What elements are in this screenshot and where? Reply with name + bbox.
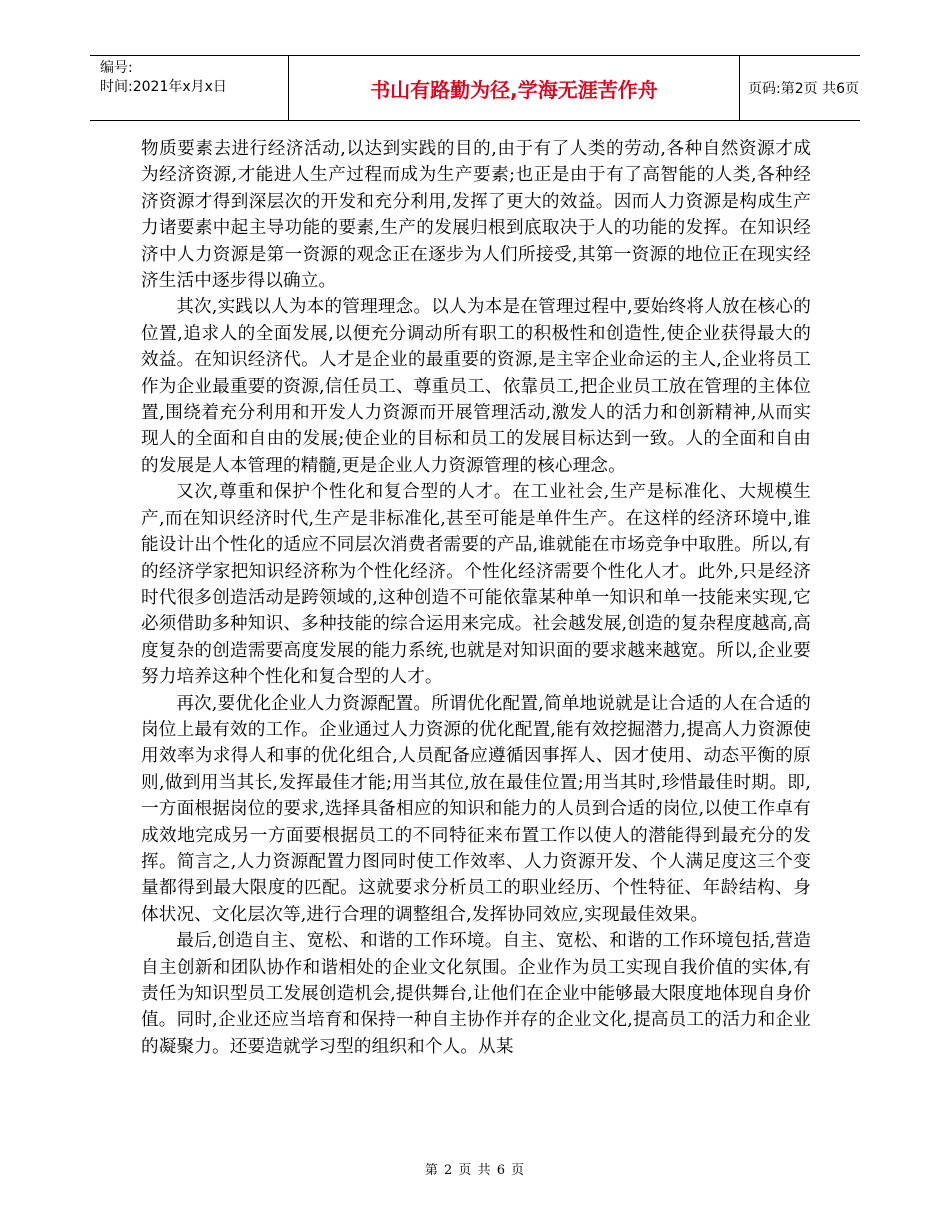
paragraph-talent: 又次,尊重和保护个性化和复合型的人才。在工业社会,生产是标准化、大规模生产,而在知识经济时代,生产是非标准化,甚至可能是单件生产。在这样的经济环境中,谁能设计出个性化的适应不同层次消费者需要的产品,谁就能在市场竞争中取胜。所以,有的经济学家把知识经济称为个性化经济。个性化经济需要个性化人才。此外,只是经济时代很多创造活动是跨领域的,这种创造不可能依靠某种单一知识和单一技能来实现,它必须借助多种知识、多种技能的综合运用来完成。社会越发展,创造的复杂程度越高,高度复杂的创造需要高度发展的能力系统,也就是对知识面的要求越来越宽。所以,企业要努力培养这种个性化和复合型的人才。 bbox=[141, 482, 811, 688]
paragraph-allocation: 再次,要优化企业人力资源配置。所谓优化配置,简单地说就是让合适的人在合适的岗位上最有效的工作。企业通过人力资源的优化配置,能有效挖掘潜力,提高人力资源使用效率为求得人和事的优化组合,人员配备应遵循因事挥人、因才使用、动态平衡的原则,做到用当其长,发挥最佳才能;用当其位,放在最佳位置;用当其时,珍惜最佳时期。即,一方面根据岗位的要求,选择具备相应的知识和能力的人员到合适的岗位,以使工作卓有成效地完成另一方面要根据员工的不同特征来布置工作以使人的潜能得到最充分的发挥。简言之,人力资源配置力图同时使工作效率、人力资源开发、个人满足度这三个变量都得到最大限度的匹配。这就要求分析员工的职业经历、个性特征、年龄结构、身体状况、文化层次等,进行合理的调整组合,发挥协同效应,实现最佳效果。 bbox=[141, 693, 811, 925]
paragraph-people-oriented: 其次,实践以人为本的管理理念。以人为本是在管理过程中,要始终将人放在核心的位置,追求人的全面发展,以便充分调动所有职工的积极性和创造性,使企业获得最大的效益。在知识经济代。人才是企业的最重要的资源,是主宰企业命运的主人,企业将员工作为企业最重要的资源,信任员工、尊重员工、依靠员工,把企业员工放在管理的主体位置,围绕着充分利用和开发人力资源而开展管理活动,激发人的活力和创新精神,从而实现人的全面和自由的发展;使企业的目标和员工的发展目标达到一致。人的全面和自由的发展是人本管理的精髓,更是企业人力资源管理的核心理念。 bbox=[141, 297, 811, 476]
document-time-label: 时间:2021年x月x日 bbox=[100, 79, 227, 95]
paragraph-environment: 最后,创造自主、宽松、和谐的工作环境。自主、宽松、和谐的工作环境包括,营造自主创新和团队协作和谐相处的企业文化氛围。企业作为员工实现自我价值的实体,有责任为知识型员工发展创造机会,提供舞台,让他们在企业中能够最大限度地体现自身价值。同时,企业还应当培育和保持一种自主协作并存的企业文化,提高员工的活力和企业的凝聚力。还要造就学习型的组织和个人。从某 bbox=[141, 931, 811, 1057]
page-footer: 第 2 页 共 6 页 bbox=[424, 1163, 526, 1178]
document-body bbox=[141, 136, 811, 1060]
document-number-label: 编号: bbox=[100, 60, 133, 76]
page-header bbox=[90, 55, 860, 121]
header-motto: 书山有路勤为径,学海无涯苦作舟 bbox=[288, 56, 740, 120]
header-page-number: 页码:第2页 共6页 bbox=[748, 81, 859, 97]
header-meta bbox=[90, 56, 288, 120]
paragraph-continuation: 物质要素去进行经济活动,以达到实践的目的,由于有了人类的劳动,各种自然资源才成为经济资源,才能进人生产过程而成为生产要素;也正是由于有了高智能的人类,各种经济资源才得到深层次的开发和充分利用,发挥了更大的效益。因而人力资源是构成生产力诸要素中起主导功能的要素,生产的发展归根到底取决于人的功能的发挥。在知识经济中人力资源是第一资源的观念正在逐步为人们所接受,其第一资源的地位正在现实经济生活中逐步得以确立。 bbox=[141, 139, 811, 292]
